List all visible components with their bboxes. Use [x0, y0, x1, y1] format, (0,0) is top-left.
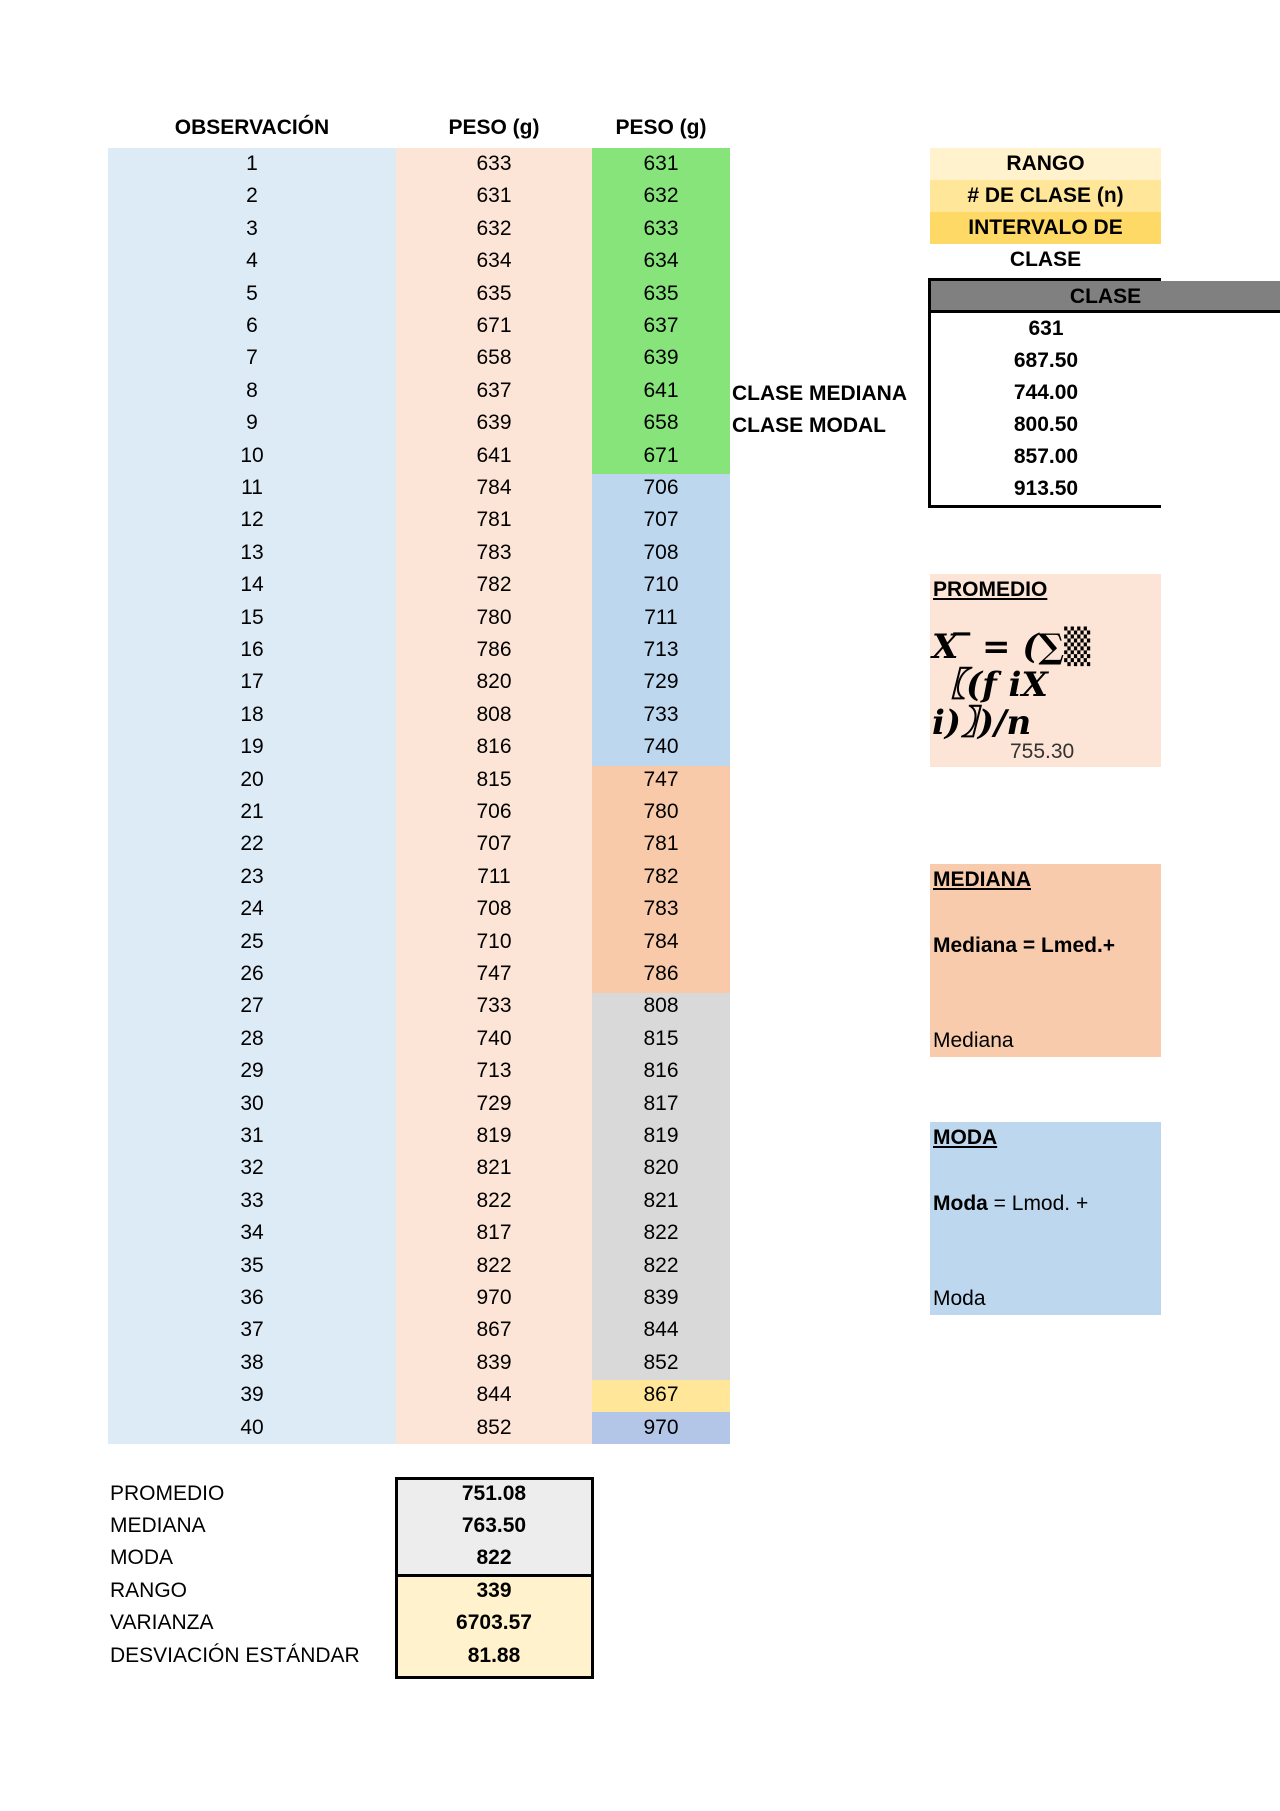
sorted-peso-cell: 819: [643, 1124, 679, 1147]
clase-header: CLASE: [931, 281, 1280, 313]
peso-cell: 820: [476, 670, 512, 694]
obs-cell: 22: [240, 832, 264, 856]
summary-value: 763.50: [461, 1514, 527, 1537]
obs-cell: 10: [240, 443, 264, 467]
obs-cell: 36: [240, 1286, 264, 1309]
sorted-peso-cell: 970: [643, 1415, 679, 1439]
sorted-peso-cell: 706: [643, 476, 679, 499]
sorted-peso-cell: 817: [643, 1091, 679, 1115]
obs-cell: 39: [240, 1383, 264, 1407]
sorted-peso-cell: 852: [643, 1350, 679, 1374]
obs-cell: 40: [240, 1415, 264, 1439]
peso-cell: 639: [476, 411, 512, 435]
obs-cell: 38: [240, 1350, 264, 1374]
peso-cell: 707: [476, 832, 512, 856]
peso-cell: 740: [476, 1026, 512, 1050]
sorted-peso-cell: 635: [643, 281, 679, 305]
clase-value: 631: [1028, 317, 1064, 340]
sorted-peso-cell: 639: [643, 346, 679, 370]
sorted-peso-cell: 708: [643, 540, 679, 564]
peso-cell: 844: [476, 1383, 512, 1407]
obs-cell: 35: [240, 1253, 264, 1277]
header-peso-sorted: PESO (g): [615, 116, 707, 139]
obs-cell: 15: [240, 605, 264, 629]
moda-formula-rest: = Lmod. +: [987, 1192, 1089, 1215]
summary-label: MODA: [110, 1546, 173, 1569]
sorted-peso-cell: 713: [643, 638, 679, 661]
sorted-peso-cell: 632: [643, 184, 679, 208]
sorted-peso-cell: 782: [643, 864, 679, 888]
peso-cell: 819: [476, 1124, 512, 1147]
header-peso: PESO (g): [448, 116, 540, 139]
clase-value: 857.00: [1013, 445, 1079, 468]
obs-cell: 9: [246, 411, 258, 435]
header-observacion: OBSERVACIÓN: [174, 116, 330, 139]
summary-label: RANGO: [110, 1579, 188, 1602]
obs-cell: 5: [246, 281, 258, 305]
obs-cell: 33: [240, 1188, 264, 1212]
sorted-peso-cell: 637: [643, 314, 679, 337]
peso-cell: 781: [476, 508, 512, 532]
peso-cell: 808: [476, 702, 512, 726]
obs-cell: 12: [240, 508, 264, 532]
sorted-peso-cell: 781: [643, 832, 679, 856]
promedio-value: 755.30: [1010, 740, 1075, 763]
moda-footer: Moda: [933, 1287, 986, 1310]
obs-cell: 31: [240, 1124, 264, 1147]
obs-cell: 14: [240, 573, 264, 597]
peso-cell: 822: [476, 1253, 512, 1277]
obs-cell: 27: [240, 994, 264, 1018]
sorted-peso-cell: 867: [643, 1383, 679, 1407]
peso-cell: 780: [476, 605, 512, 629]
sorted-peso-cell: 844: [643, 1318, 679, 1342]
sorted-peso-cell: 820: [643, 1156, 679, 1180]
peso-cell: 634: [476, 249, 512, 273]
peso-cell: 658: [476, 346, 512, 370]
summary-value: 339: [476, 1579, 512, 1602]
peso-cell: 710: [476, 929, 512, 953]
summary-value: 6703.57: [456, 1611, 532, 1634]
obs-cell: 13: [240, 540, 264, 564]
sorted-peso-cell: 747: [643, 767, 679, 791]
promedio-title: PROMEDIO: [933, 578, 1048, 601]
peso-cell: 632: [476, 216, 512, 240]
obs-cell: 8: [246, 378, 258, 402]
sorted-peso-cell: 641: [643, 378, 679, 402]
summary-value: 751.08: [461, 1482, 527, 1505]
obs-cell: 29: [240, 1059, 264, 1083]
sorted-peso-cell: 784: [643, 929, 679, 953]
peso-cell: 747: [476, 962, 512, 985]
peso-cell: 631: [476, 184, 512, 208]
peso-cell: 970: [476, 1286, 512, 1309]
summary-value: 822: [476, 1546, 512, 1569]
sorted-peso-cell: 631: [643, 152, 679, 175]
obs-cell: 26: [240, 962, 264, 985]
obs-cell: 34: [240, 1221, 264, 1245]
peso-cell: 729: [476, 1091, 512, 1115]
obs-cell: 24: [240, 897, 264, 921]
sorted-peso-cell: 821: [643, 1188, 679, 1212]
peso-cell: 784: [476, 476, 512, 499]
obs-cell: 32: [240, 1156, 264, 1180]
obs-cell: 6: [246, 314, 258, 337]
obs-cell: 7: [246, 346, 258, 370]
clase-value: 687.50: [1013, 349, 1079, 372]
peso-cell: 867: [476, 1318, 512, 1342]
mediana-footer: Mediana: [933, 1029, 1014, 1052]
sorted-peso-cell: 816: [643, 1059, 679, 1083]
sorted-peso-cell: 815: [643, 1026, 679, 1050]
obs-cell: 16: [240, 638, 264, 661]
clase-value: 800.50: [1013, 413, 1079, 436]
moda-formula-bold: Moda: [933, 1192, 988, 1215]
clase-value: 913.50: [1013, 477, 1079, 500]
legend-intervalo: INTERVALO DE CLASE: [930, 212, 1161, 244]
peso-cell: 637: [476, 378, 512, 402]
sorted-peso-cell: 711: [644, 605, 678, 629]
sorted-peso-cell: 633: [643, 216, 679, 240]
obs-cell: 28: [240, 1026, 264, 1050]
clase-modal-label: CLASE MODAL: [732, 414, 886, 437]
mediana-title: MEDIANA: [933, 868, 1031, 891]
mediana-formula: Mediana = Lmed.+: [933, 934, 1116, 957]
obs-cell: 20: [240, 767, 264, 791]
sorted-peso-cell: 822: [643, 1221, 679, 1245]
obs-cell: 17: [240, 670, 264, 694]
legend-rango: RANGO: [930, 148, 1161, 180]
obs-cell: 25: [240, 929, 264, 953]
peso-cell: 783: [476, 540, 512, 564]
sorted-peso-cell: 822: [643, 1253, 679, 1277]
peso-cell: 852: [476, 1415, 512, 1439]
obs-cell: 37: [240, 1318, 264, 1342]
peso-cell: 671: [476, 314, 512, 337]
sorted-peso-cell: 729: [643, 670, 679, 694]
sorted-peso-cell: 634: [643, 249, 679, 273]
peso-cell: 633: [476, 152, 512, 175]
obs-cell: 11: [241, 476, 263, 499]
obs-cell: 1: [246, 152, 258, 175]
peso-cell: 641: [476, 443, 512, 467]
obs-cell: 3: [246, 216, 258, 240]
peso-cell: 817: [476, 1221, 512, 1245]
obs-cell: 21: [240, 800, 264, 823]
peso-cell: 815: [476, 767, 512, 791]
sorted-peso-cell: 671: [643, 443, 679, 467]
summary-label: VARIANZA: [110, 1611, 214, 1634]
sorted-peso-cell: 839: [643, 1286, 679, 1309]
peso-cell: 635: [476, 281, 512, 305]
sorted-peso-cell: 780: [643, 800, 679, 823]
clase-value: 744.00: [1013, 381, 1079, 404]
summary-label: MEDIANA: [110, 1514, 206, 1537]
obs-cell: 30: [240, 1091, 264, 1115]
sorted-peso-cell: 740: [643, 735, 679, 759]
sorted-peso-cell: 658: [643, 411, 679, 435]
obs-cell: 2: [246, 184, 258, 208]
sorted-peso-cell: 786: [643, 962, 679, 985]
summary-value: 81.88: [467, 1644, 521, 1667]
peso-cell: 821: [476, 1156, 512, 1180]
promedio-formula: 𝑿 ̅ = (∑▒〖(𝒇 𝒊𝑿𝒊)〗)/𝒏: [932, 627, 1091, 743]
moda-formula: [933, 1188, 1088, 1220]
sorted-peso-cell: 710: [643, 573, 679, 597]
obs-cell: 4: [246, 249, 258, 273]
peso-cell: 711: [477, 864, 511, 888]
summary-label: DESVIACIÓN ESTÁNDAR: [110, 1644, 360, 1667]
obs-cell: 23: [240, 864, 264, 888]
obs-cell: 19: [240, 735, 264, 759]
sorted-peso-cell: 808: [643, 994, 679, 1018]
sorted-peso-cell: 733: [643, 702, 679, 726]
sorted-peso-cell: 707: [643, 508, 679, 532]
sorted-peso-cell: 783: [643, 897, 679, 921]
peso-cell: 839: [476, 1350, 512, 1374]
peso-cell: 786: [476, 638, 512, 661]
peso-cell: 733: [476, 994, 512, 1018]
legend-clases: # DE CLASE (n): [930, 180, 1161, 212]
obs-cell: 18: [240, 702, 264, 726]
clase-mediana-label: CLASE MEDIANA: [732, 382, 908, 405]
peso-cell: 816: [476, 735, 512, 759]
peso-cell: 713: [476, 1059, 512, 1083]
summary-label: PROMEDIO: [110, 1482, 225, 1505]
moda-title: MODA: [933, 1126, 998, 1149]
peso-cell: 706: [476, 800, 512, 823]
peso-cell: 822: [476, 1188, 512, 1212]
peso-cell: 782: [476, 573, 512, 597]
peso-cell: 708: [476, 897, 512, 921]
